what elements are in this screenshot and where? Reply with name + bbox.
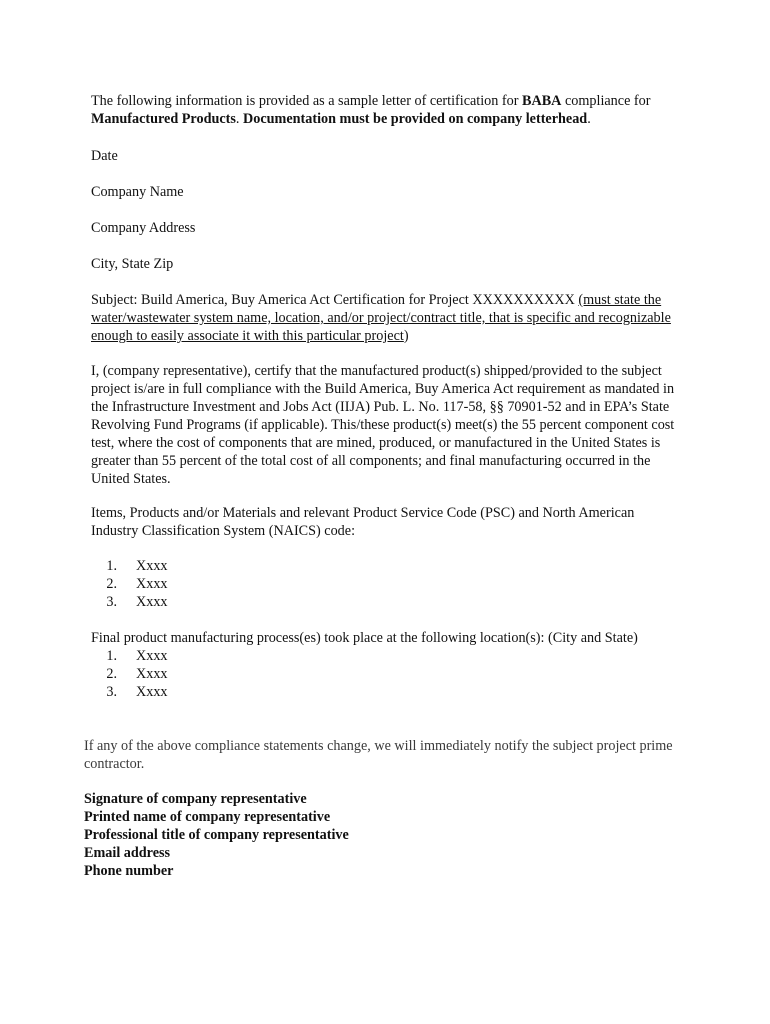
list-item-number: 1. [106,648,117,664]
intro-period: . [235,111,243,127]
list-item-text: Xxxx [136,684,168,700]
printed-name-line: Printed name of company representative [84,809,331,825]
notify-statement: If any of the above compliance statements change, we will immediately notify the subject project prime contractor. [84,738,673,772]
list-item [91,593,691,611]
professional-title-line: Professional title of company representative [84,827,349,843]
list-item [91,647,691,665]
items-list [91,557,691,611]
subject-project-note: (must state the water/wastewater system name, location, and/or project/contract title, that is specific and recognizable enough to easily associate it with this particular project [91,292,671,344]
list-item [91,557,691,575]
date-line: Date [91,148,118,164]
subject-paragraph [91,291,676,345]
certification-paragraph: I, (company representative), certify that the manufactured product(s) shipped/provided to the subject project is/are in full compliance with the Build America, Buy America Act requirement as mandated in the Infrastructure Investment and Jobs Act (IIJA) Pub. L. No. 117-58, §§ 70901-52 and in EPA’s State Revolving Fund Programs (if applicable). This/these product(s) meet(s) the 55 percent component cost test, where the cost of components that are mined, produced, or manufactured in the United States is greater than 55 percent of the total cost of all components; and final manufacturing occurred in the United States. [91,363,675,487]
list-item-number: 3. [106,684,117,700]
list-item-text: Xxxx [136,648,168,664]
list-item-text: Xxxx [136,594,168,610]
locations-list [91,647,691,701]
list-item [91,665,691,683]
intro-manufactured-products: Manufactured Products [91,111,236,127]
list-item-number: 2. [106,576,117,592]
list-item [91,683,691,701]
list-item-number: 1. [106,558,117,574]
subject-prefix: Subject: Build America, Buy America Act Certification for Project XXXXXXXXXX [91,292,579,308]
list-item-text: Xxxx [136,558,168,574]
signature-block [84,790,684,880]
list-item-number: 3. [106,594,117,610]
email-address-line: Email address [84,845,171,861]
items-intro-paragraph: Items, Products and/or Materials and relevant Product Service Code (PSC) and North American Industry Classification System (NAICS) code: [91,505,635,539]
company-address-line: Company Address [91,220,196,236]
list-item-text: Xxxx [136,576,168,592]
intro-end: . [587,111,591,127]
subject-suffix: ) [403,328,409,344]
intro-documentation-note: Documentation must be provided on company letterhead [243,111,588,127]
intro-prefix: The following information is provided as a sample letter of certification for [91,93,523,109]
final-process-paragraph: Final product manufacturing process(es) took place at the following location(s): (City and State) [91,630,638,646]
intro-middle: compliance for [561,93,651,109]
company-name-line: Company Name [91,184,184,200]
list-item-number: 2. [106,666,117,682]
intro-baba: BABA [522,93,562,109]
phone-number-line: Phone number [84,863,174,879]
signature-line: Signature of company representative [84,791,307,807]
list-item [91,575,691,593]
intro-paragraph [91,92,691,128]
city-state-zip-line: City, State Zip [91,256,174,272]
list-item-text: Xxxx [136,666,168,682]
